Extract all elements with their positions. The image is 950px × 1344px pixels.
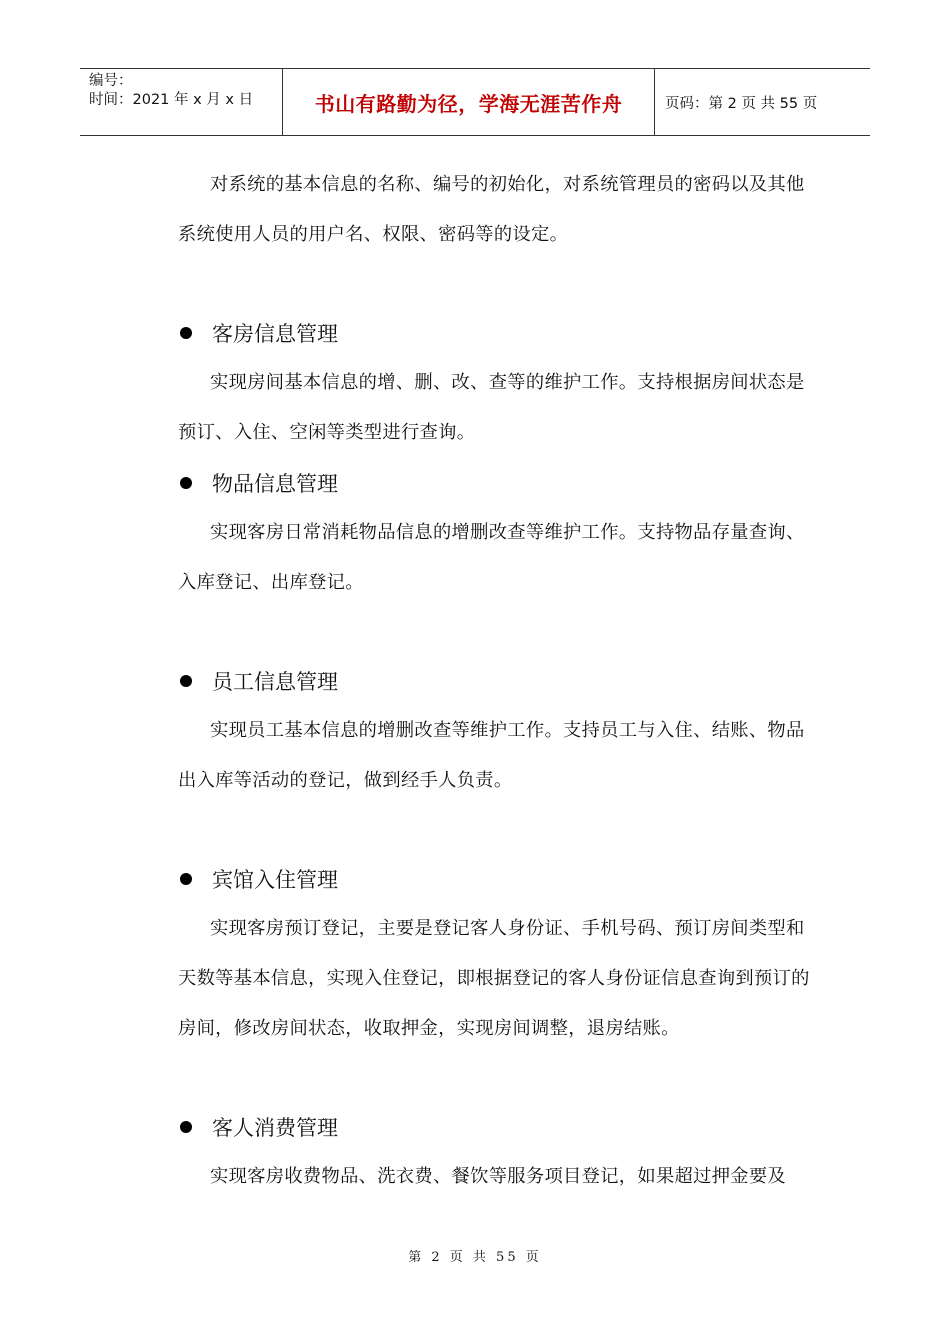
header-time-label: 时间：2021 年 x 月 x 日 <box>89 92 254 108</box>
header-number-label: 编号： <box>89 73 133 89</box>
section-paragraph: 实现客房预订登记，主要是登记客人身份证、手机号码、预订房间类型和天数等基本信息，实现入住登记，即根据登记的客人身份证信息查询到预订的房间，修改房间状态，收取押金，实现房间调整，退房结账。 <box>178 918 810 1039</box>
section-title: 宾馆入住管理 <box>212 868 338 892</box>
bullet-dot-icon <box>180 675 192 687</box>
section-title: 客人消费管理 <box>212 1116 338 1140</box>
header-page-info: 页码：第 2 页 共 55 页 <box>665 95 818 112</box>
section-paragraph: 实现客房日常消耗物品信息的增删改查等维护工作。支持物品存量查询、入库登记、出库登记。 <box>178 522 805 593</box>
page-footer: 第 2 页 共 55 页 <box>408 1250 542 1265</box>
bullet-dot-icon <box>180 477 192 489</box>
section-title: 物品信息管理 <box>212 472 338 496</box>
section-title: 客房信息管理 <box>212 322 338 346</box>
section-heading <box>178 308 810 358</box>
intro-paragraph: 对系统的基本信息的名称、编号的初始化，对系统管理员的密码以及其他系统使用人员的用户名、权限、密码等的设定。 <box>178 174 805 245</box>
section-heading <box>178 1102 810 1152</box>
section-paragraph: 实现员工基本信息的增删改查等维护工作。支持员工与入住、结账、物品出入库等活动的登记，做到经手人负责。 <box>178 720 805 791</box>
header-motto: 书山有路勤为径，学海无涯苦作舟 <box>282 69 655 135</box>
section-heading <box>178 656 810 706</box>
section-heading <box>178 458 810 508</box>
bullet-dot-icon <box>180 1121 192 1133</box>
bullet-dot-icon <box>180 327 192 339</box>
section-paragraph: 实现房间基本信息的增、删、改、查等的维护工作。支持根据房间状态是预订、入住、空闲等类型进行查询。 <box>178 372 805 443</box>
bullet-dot-icon <box>180 873 192 885</box>
section-title: 员工信息管理 <box>212 670 338 694</box>
section-paragraph: 实现客房收费物品、洗衣费、餐饮等服务项目登记，如果超过押金要及 <box>210 1166 787 1187</box>
header-meta <box>80 69 282 135</box>
section-heading <box>178 854 810 904</box>
document-body <box>178 160 810 1202</box>
page-header <box>80 68 870 136</box>
